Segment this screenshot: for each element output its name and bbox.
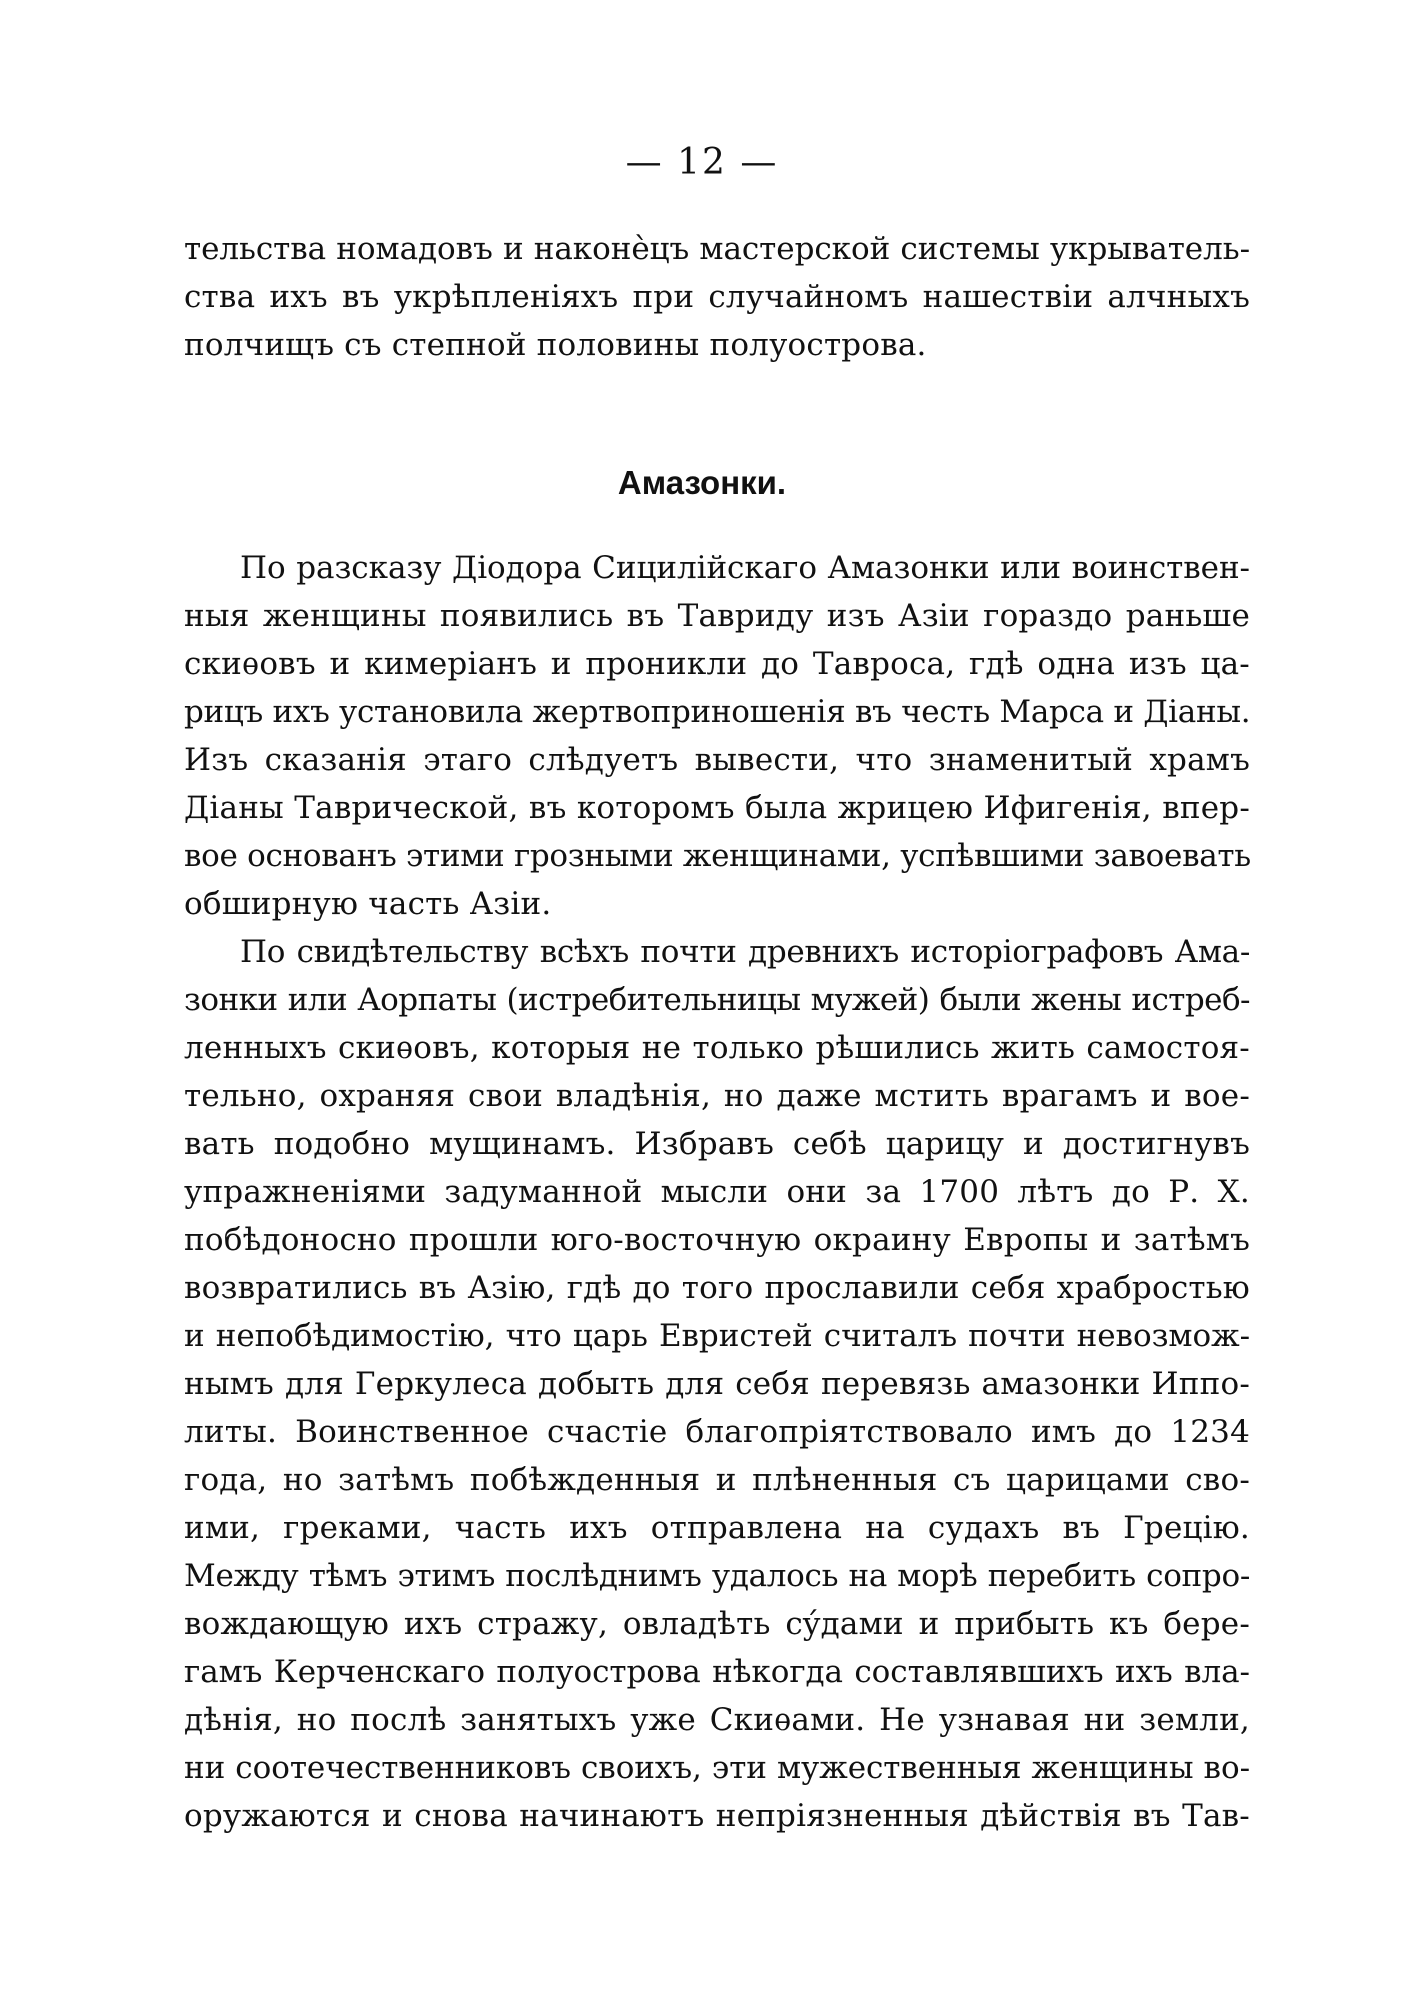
paragraph-line: гамъ Керченскаго полуострова нѣкогда составлявшихъ ихъ вла- [184,1654,1250,1690]
paragraph-line: Между тѣмъ этимъ послѣднимъ удалось на морѣ перебить сопро- [184,1558,1250,1594]
paragraph-line: Діаны Таврической, въ которомъ была жрицею Ифигенія, впер- [184,790,1250,826]
paragraph-line: тельно, охраняя свои владѣнія, но даже мстить врагамъ и вое- [184,1078,1250,1114]
intro-line: тельства номадовъ и наконѐцъ мастерской системы укрыватель- [184,231,1250,267]
paragraph-line: и непобѣдимостію, что царь Евристей считалъ почти невозмож- [184,1318,1250,1354]
paragraph-line: Изъ сказанія этаго слѣдуетъ вывести, что знаменитый храмъ [184,742,1250,778]
section-title: Амазонки. [617,464,787,501]
paragraph-line: обширную часть Азіи. [184,886,552,922]
paragraph-line: скиѳовъ и кимеріанъ и проникли до Тавроса, гдѣ одна изъ ца- [184,646,1250,682]
paragraph-line: упражненіями задуманной мысли они за 1700 лѣтъ до Р. Х. [184,1174,1250,1210]
paragraph-line: По разсказу Діодора Сицилійскаго Амазонки или воинствен- [240,550,1250,586]
paragraph-line: возвратились въ Азію, гдѣ до того прославили себя храбростью [184,1270,1250,1306]
paragraph-line: ленныхъ скиѳовъ, которыя не только рѣшились жить самостоя- [184,1030,1250,1066]
paragraph-line: вать подобно мущинамъ. Избравъ себѣ царицу и достигнувъ [184,1126,1250,1162]
intro-line: ства ихъ въ укрѣпленіяхъ при случайномъ нашествіи алчныхъ [184,279,1250,315]
paragraph-line: вое основанъ этими грозными женщинами, успѣвшими завоевать [184,838,1251,874]
paragraph-line: дѣнія, но послѣ занятыхъ уже Скиѳами. Не узнавая ни земли, [184,1702,1250,1738]
paragraph-line: вождающую ихъ стражу, овладѣть сýдами и прибыть къ бере- [184,1606,1250,1642]
paragraph-line: ныя женщины появились въ Тавриду изъ Азіи гораздо раньше [184,598,1250,634]
paragraph-line: ни соотечественниковъ своихъ, эти мужественныя женщины во- [184,1750,1250,1786]
paragraph-line: оружаются и снова начинаютъ непріязненныя дѣйствія въ Тав- [184,1798,1250,1834]
paragraph-line: зонки или Аорпаты (истребительницы мужей) были жены истреб- [184,982,1250,1018]
page-number: — 12 — [625,142,779,183]
paragraph-line: По свидѣтельству всѣхъ почти древнихъ исторіографовъ Ама- [240,934,1250,970]
paragraph-line: рицъ ихъ установила жертвоприношенія въ честь Марса и Діаны. [184,694,1251,730]
paragraph-line: года, но затѣмъ побѣжденныя и плѣненныя съ царицами сво- [184,1462,1250,1498]
paragraph-line: ими, греками, часть ихъ отправлена на судахъ въ Грецію. [184,1510,1250,1546]
paragraph-line: побѣдоносно прошли юго-восточную окраину Европы и затѣмъ [184,1222,1250,1258]
paragraph-line: нымъ для Геркулеса добыть для себя перевязь амазонки Иппо- [184,1366,1250,1402]
intro-line: полчищъ съ степной половины полуострова. [184,327,927,363]
paragraph-line: литы. Воинственное счастіе благопріятствовало имъ до 1234 [184,1414,1250,1450]
